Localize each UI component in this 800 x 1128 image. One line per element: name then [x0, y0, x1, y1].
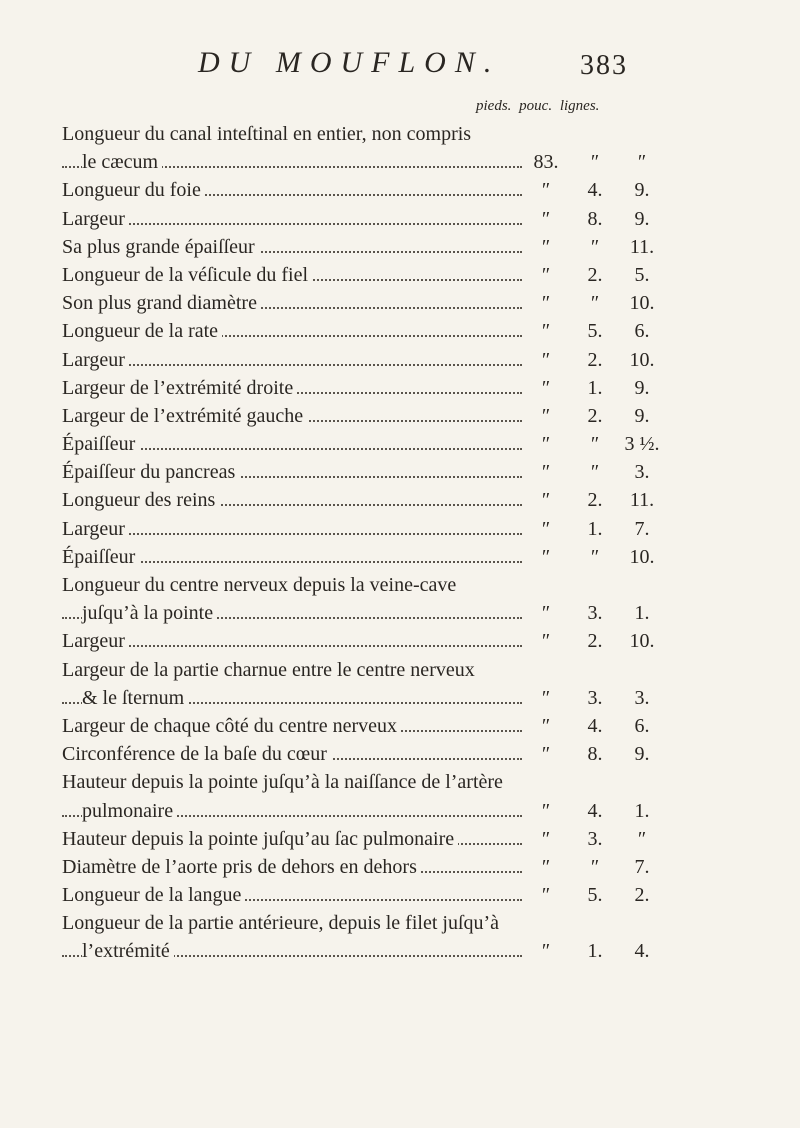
value-pouces: 1.: [587, 517, 603, 540]
table-row: [62, 937, 682, 965]
value-pieds: ″: [541, 433, 551, 456]
value-lignes: 9.: [634, 376, 650, 399]
value-pieds: ″: [541, 855, 551, 878]
value-lignes: 10.: [629, 348, 655, 371]
value-pieds: ″: [541, 714, 551, 737]
value-lignes: 9.: [634, 179, 650, 202]
value-pouces: 3.: [587, 602, 603, 625]
column-header-pieds: pieds.: [476, 98, 512, 114]
column-header-pouces: pouc.: [519, 98, 553, 114]
value-lignes: 3 ½.: [624, 433, 660, 456]
value-pouces: 2.: [587, 404, 603, 427]
value-pouces: 5.: [587, 884, 603, 907]
value-pouces: 8.: [587, 743, 603, 766]
value-pouces: 5.: [587, 320, 603, 343]
row-label: & le ſternum: [82, 684, 188, 712]
row-label: pulmonaire: [82, 797, 177, 825]
value-lignes: 1.: [634, 602, 650, 625]
value-pouces: 4.: [587, 179, 603, 202]
value-lignes: 3.: [634, 686, 650, 709]
value-pouces: 8.: [587, 207, 603, 230]
value-lignes: 11.: [629, 235, 655, 258]
value-lignes: 1.: [634, 799, 650, 822]
value-pieds: ″: [541, 320, 551, 343]
row-label: Circonférence de la baſe du cœur: [62, 740, 331, 768]
table-row: [62, 430, 682, 458]
value-lignes: 7.: [634, 517, 650, 540]
value-lignes: 9.: [634, 207, 650, 230]
value-pouces: ″: [590, 545, 600, 568]
row-label: Longueur de la partie antérieure, depuis le filet juſqu’à: [62, 909, 503, 937]
value-pouces: 2.: [587, 630, 603, 653]
dot-leader: [62, 533, 522, 535]
row-label: Largeur de l’extrémité droite: [62, 374, 297, 402]
value-lignes: 10.: [629, 630, 655, 653]
table-row: [62, 909, 682, 937]
value-pieds: ″: [541, 179, 551, 202]
dot-leader: [62, 645, 522, 647]
value-pouces: 2.: [587, 348, 603, 371]
table-row: [62, 148, 682, 176]
row-label: Largeur de la partie charnue entre le centre nerveux: [62, 656, 479, 684]
row-label: Longueur des reins: [62, 486, 219, 514]
table-row: [62, 627, 682, 655]
row-label: Épaiſſeur: [62, 430, 139, 458]
dot-leader: [62, 364, 522, 366]
value-lignes: 3.: [634, 461, 650, 484]
row-label: Largeur: [62, 205, 129, 233]
value-pieds: 83.: [533, 151, 559, 174]
row-label: Largeur de chaque côté du centre nerveux: [62, 712, 401, 740]
table-row: [62, 853, 682, 881]
value-lignes: 11.: [629, 489, 655, 512]
dot-leader: [62, 223, 522, 225]
table-row: [62, 374, 682, 402]
value-pieds: ″: [541, 517, 551, 540]
table-row: [62, 768, 682, 796]
page-number: 383: [580, 50, 628, 81]
value-pouces: 3.: [587, 827, 603, 850]
measurement-table: [62, 120, 682, 966]
row-label: Longueur de la langue: [62, 881, 245, 909]
table-row: [62, 825, 682, 853]
table-row: [62, 233, 682, 261]
value-pieds: ″: [541, 940, 551, 963]
row-label: Largeur: [62, 515, 129, 543]
value-lignes: ″: [637, 827, 647, 850]
row-label: Épaiſſeur: [62, 543, 139, 571]
value-lignes: 10.: [629, 292, 655, 315]
row-label: Hauteur depuis la pointe juſqu’au ſac pulmonaire: [62, 825, 458, 853]
table-row: [62, 515, 682, 543]
row-label: Épaiſſeur du pancreas: [62, 458, 239, 486]
value-lignes: 10.: [629, 545, 655, 568]
table-row: [62, 205, 682, 233]
value-pieds: ″: [541, 292, 551, 315]
value-pouces: 1.: [587, 940, 603, 963]
page-header: [198, 46, 628, 92]
value-pieds: ″: [541, 743, 551, 766]
value-lignes: ″: [637, 151, 647, 174]
row-label: Longueur du centre nerveux depuis la veine-cave: [62, 571, 460, 599]
row-label: le cæcum: [82, 148, 162, 176]
column-headers: [476, 98, 676, 115]
table-row: [62, 289, 682, 317]
row-label: Largeur: [62, 627, 129, 655]
row-label: Longueur de la véſicule du fiel: [62, 261, 312, 289]
value-lignes: 9.: [634, 404, 650, 427]
value-pouces: ″: [590, 151, 600, 174]
table-row: [62, 120, 682, 148]
table-row: [62, 881, 682, 909]
value-pouces: 4.: [587, 799, 603, 822]
value-pieds: ″: [541, 461, 551, 484]
value-lignes: 6.: [634, 320, 650, 343]
value-pouces: ″: [590, 461, 600, 484]
value-lignes: 5.: [634, 263, 650, 286]
table-row: [62, 797, 682, 825]
table-row: [62, 712, 682, 740]
value-pouces: 1.: [587, 376, 603, 399]
value-pouces: ″: [590, 433, 600, 456]
value-lignes: 4.: [634, 940, 650, 963]
table-row: [62, 346, 682, 374]
value-pieds: ″: [541, 348, 551, 371]
table-row: [62, 599, 682, 627]
row-label: Hauteur depuis la pointe juſqu’à la naiſſance de l’artère: [62, 768, 507, 796]
value-pouces: ″: [590, 235, 600, 258]
value-lignes: 6.: [634, 714, 650, 737]
running-title: DU MOUFLON.: [198, 46, 501, 79]
table-row: [62, 261, 682, 289]
value-pieds: ″: [541, 884, 551, 907]
row-label: Longueur du foie: [62, 176, 205, 204]
table-row: [62, 543, 682, 571]
row-label: Largeur de l’extrémité gauche: [62, 402, 307, 430]
value-lignes: 7.: [634, 855, 650, 878]
table-row: [62, 176, 682, 204]
value-pieds: ″: [541, 235, 551, 258]
row-label: Largeur: [62, 346, 129, 374]
row-label: l’extrémité: [82, 937, 174, 965]
value-pieds: ″: [541, 263, 551, 286]
table-row: [62, 317, 682, 345]
value-pieds: ″: [541, 630, 551, 653]
table-row: [62, 402, 682, 430]
row-label: Sa plus grande épaiſſeur: [62, 233, 259, 261]
table-row: [62, 458, 682, 486]
row-label: Longueur de la rate: [62, 317, 222, 345]
value-pieds: ″: [541, 545, 551, 568]
table-row: [62, 740, 682, 768]
value-lignes: 2.: [634, 884, 650, 907]
row-label: juſqu’à la pointe: [82, 599, 217, 627]
value-pieds: ″: [541, 489, 551, 512]
value-pouces: 3.: [587, 686, 603, 709]
value-lignes: 9.: [634, 743, 650, 766]
table-row: [62, 656, 682, 684]
value-pieds: ″: [541, 207, 551, 230]
table-row: [62, 571, 682, 599]
value-pieds: ″: [541, 602, 551, 625]
value-pieds: ″: [541, 827, 551, 850]
value-pieds: ″: [541, 799, 551, 822]
row-label: Longueur du canal inteſtinal en entier, non compris: [62, 120, 475, 148]
value-pouces: ″: [590, 855, 600, 878]
value-pieds: ″: [541, 404, 551, 427]
value-pouces: 4.: [587, 714, 603, 737]
value-pouces: 2.: [587, 263, 603, 286]
column-header-lignes: lignes.: [559, 98, 600, 114]
value-pieds: ″: [541, 376, 551, 399]
row-label: Son plus grand diamètre: [62, 289, 261, 317]
row-label: Diamètre de l’aorte pris de dehors en dehors: [62, 853, 421, 881]
value-pieds: ″: [541, 686, 551, 709]
value-pouces: ″: [590, 292, 600, 315]
table-row: [62, 486, 682, 514]
value-pouces: 2.: [587, 489, 603, 512]
table-row: [62, 684, 682, 712]
